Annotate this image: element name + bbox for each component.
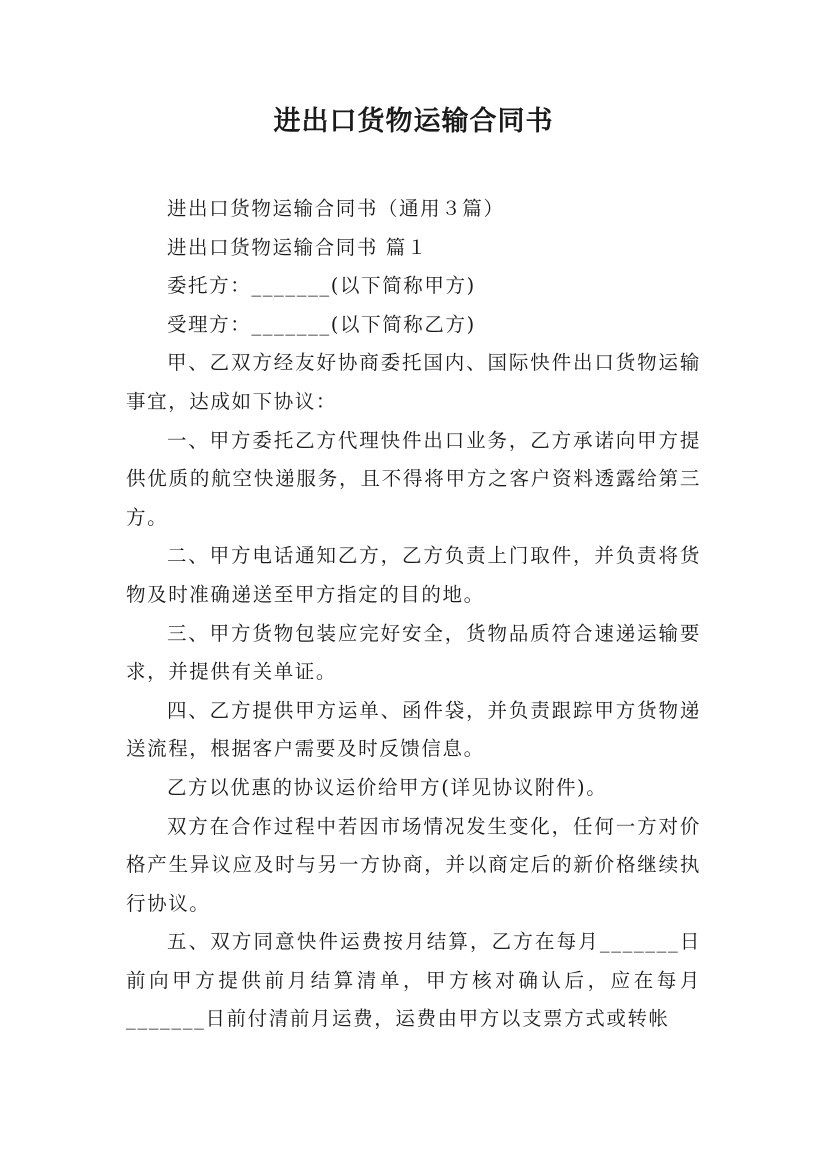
paragraph: 进出口货物运输合同书 篇１ (166, 235, 428, 259)
paragraph: 委托方：_______(以下简称甲方) (166, 274, 476, 298)
paragraph: 受理方：_______(以下简称乙方) (166, 312, 476, 336)
paragraph: 二、甲方电话通知乙方，乙方负责上门取件，并负责将货物及时准确递送至甲方指定的目的地。 (126, 544, 701, 606)
document-title: 进出口货物运输合同书 (273, 106, 554, 137)
paragraph: 四、乙方提供甲方运单、函件袋，并负责跟踪甲方货物递送流程，根据客户需要及时反馈信息。 (126, 698, 701, 761)
paragraph: 进出口货物运输合同书（通用３篇） (166, 197, 505, 220)
paragraph: 双方在合作过程中若因市场情况发生变化，任何一方对价格产生异议应及时与另一方协商，并以商定后的新价格继续执行协议。 (126, 814, 701, 915)
document-body (126, 190, 701, 1039)
paragraph: 甲、乙双方经友好协商委托国内、国际快件出口货物运输事宜，达成如下协议： (126, 351, 701, 413)
paragraph: 三、甲方货物包装应完好安全，货物品质符合速递运输要求，并提供有关单证。 (126, 621, 701, 684)
paragraph: 乙方以优惠的协议运价给甲方(详见协议附件)。 (166, 775, 608, 799)
paragraph: 一、甲方委托乙方代理快件出口业务，乙方承诺向甲方提供优质的航空快递服务，且不得将甲方之客户资料透露给第三方。 (126, 428, 701, 529)
paragraph: 五、双方同意快件运费按月结算，乙方在每月_______日前向甲方提供前月结算清单，甲方核对确认后，应在每月_______日前付清前月运费，运费由甲方以支票方式或转帐 (126, 930, 701, 1031)
